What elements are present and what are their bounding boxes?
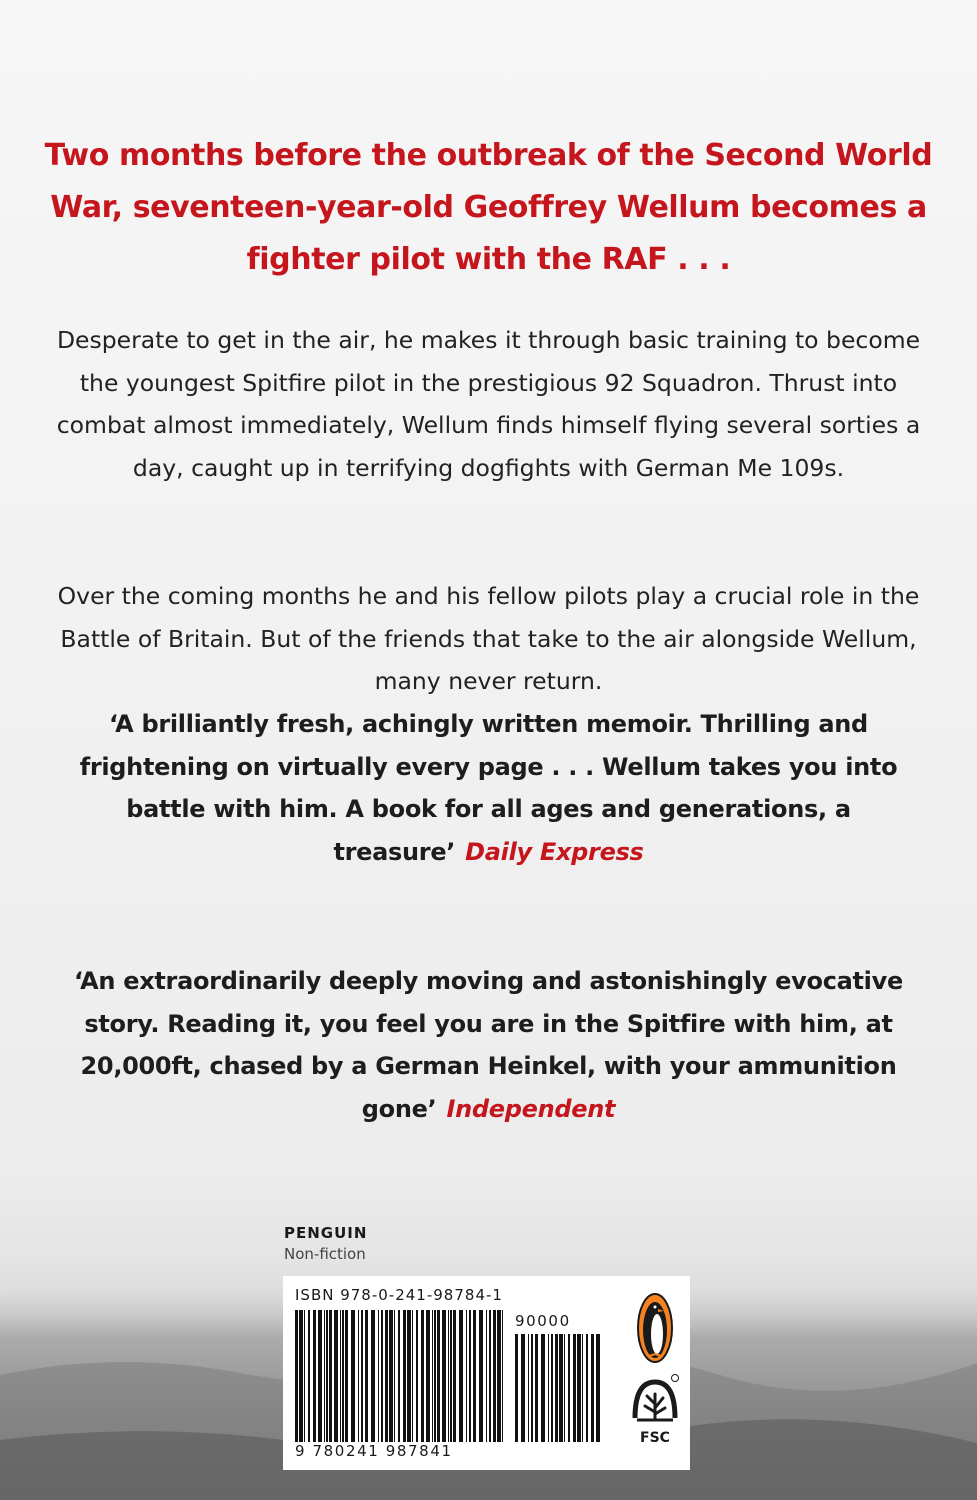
barcode-bar — [573, 1334, 576, 1442]
ean-digits: 9 780241 987841 — [295, 1442, 453, 1460]
price-code: 90000 — [515, 1312, 571, 1330]
barcode-bar — [493, 1310, 496, 1442]
barcode-bar — [450, 1310, 452, 1442]
headline: Two months before the outbreak of the Second World War, seventeen-year-old Geoffrey Wellum becomes a fighter pilot with the RAF . . . — [44, 138, 933, 277]
barcode-bar — [448, 1310, 449, 1442]
barcode-bar — [466, 1310, 467, 1442]
price-addon-barcode — [513, 1334, 603, 1442]
barcode-bar — [486, 1310, 487, 1442]
barcode-bar — [541, 1334, 545, 1442]
barcode-bar — [437, 1310, 440, 1442]
quote-text: ‘A brilliantly fresh, achingly written memoir. Thrilling and frightening on virtually every page . . . Wellum takes you into battle with him. A book for all ages and generations, a treasure’ — [79, 710, 898, 866]
barcode-bar — [591, 1334, 594, 1442]
barcode-bar — [304, 1310, 305, 1442]
quote-source: Independent — [446, 1094, 616, 1123]
isbn-label: ISBN 978-0-241-98784-1 — [295, 1286, 503, 1304]
barcode-bar — [426, 1310, 430, 1442]
publisher-name: PENGUIN — [284, 1224, 368, 1242]
barcode-bar — [469, 1310, 471, 1442]
ean-barcode — [293, 1310, 505, 1442]
barcode-bar — [568, 1334, 570, 1442]
barcode-bar — [531, 1334, 533, 1442]
barcode-bar — [313, 1310, 316, 1442]
barcode-bar — [497, 1310, 501, 1442]
review-quote-2 — [40, 960, 937, 1130]
barcode-bar — [326, 1310, 328, 1442]
barcode-bar — [559, 1334, 563, 1442]
barcode-bar — [308, 1310, 310, 1442]
barcode-bar — [334, 1310, 338, 1442]
barcode-bar — [577, 1334, 581, 1442]
barcode-bar — [442, 1310, 446, 1442]
barcode-bar — [535, 1334, 538, 1442]
barcode-bar — [555, 1334, 558, 1442]
barcode-bar — [381, 1310, 383, 1442]
barcode-bar — [489, 1310, 491, 1442]
barcode-bar — [340, 1310, 341, 1442]
barcode-bar — [361, 1310, 363, 1442]
barcode-bar — [342, 1310, 344, 1442]
barcode-bar — [421, 1310, 424, 1442]
barcode-bar — [329, 1310, 332, 1442]
barcode-bar — [345, 1310, 348, 1442]
barcode-bar — [551, 1334, 553, 1442]
barcode-bar — [502, 1310, 503, 1442]
barcode-panel — [283, 1276, 690, 1470]
barcode-bar — [389, 1310, 393, 1442]
barcode-bar — [528, 1334, 529, 1442]
barcode-bar — [351, 1310, 355, 1442]
quote-text: ‘An extraordinarily deeply moving and astonishingly evocative story. Reading it, you feel you are in the Spitfire with him, at 20,000ft, chased by a German Heinkel, with your ammunition gone’ — [74, 967, 903, 1123]
fsc-label: FSC — [640, 1430, 670, 1446]
description-paragraph-2: Over the coming months he and his fellow pilots play a crucial role in the Battle of Britain. But of the friends that take to the air alongside Wellum, many never return. — [57, 582, 920, 695]
barcode-bar — [385, 1310, 388, 1442]
barcode-bar — [318, 1310, 322, 1442]
review-quote-1 — [40, 703, 937, 873]
barcode-bar — [459, 1310, 463, 1442]
penguin-logo-icon — [635, 1292, 675, 1364]
barcode-bar — [412, 1310, 413, 1442]
barcode-bar — [371, 1310, 375, 1442]
barcode-bar — [548, 1334, 549, 1442]
description-paragraph-1: Desperate to get in the air, he makes it through basic training to become the youngest Spitfire pilot in the prestigious 92 Squadron. Thrust into combat almost immediately, Wellum finds himself flying several sorties a day, caught up in terrifying dogfights with German Me 109s. — [56, 326, 921, 482]
barcode-bar — [586, 1334, 588, 1442]
publisher-genre: Non-fiction — [284, 1245, 366, 1263]
barcode-bar — [358, 1310, 359, 1442]
barcode-bar — [479, 1310, 483, 1442]
barcode-bar — [378, 1310, 379, 1442]
barcode-bar — [365, 1310, 368, 1442]
barcode-bar — [596, 1334, 600, 1442]
fsc-tree-icon — [629, 1372, 681, 1448]
barcode-bar — [299, 1310, 303, 1442]
barcode-bar — [453, 1310, 456, 1442]
barcode-bar — [403, 1310, 406, 1442]
barcode-bar — [432, 1310, 433, 1442]
barcode-bar — [324, 1310, 325, 1442]
barcode-bar — [521, 1334, 525, 1442]
quote-source: Daily Express — [465, 837, 644, 866]
barcode-bar — [394, 1310, 395, 1442]
barcode-bar — [515, 1334, 518, 1442]
barcode-bar — [295, 1310, 298, 1442]
barcode-bar — [434, 1310, 436, 1442]
barcode-bar — [416, 1310, 418, 1442]
barcode-bar — [398, 1310, 400, 1442]
barcode-bar — [582, 1334, 583, 1442]
barcode-bar — [407, 1310, 411, 1442]
barcode-bar — [564, 1334, 565, 1442]
barcode-bar — [473, 1310, 476, 1442]
publisher-block — [284, 1222, 367, 1264]
